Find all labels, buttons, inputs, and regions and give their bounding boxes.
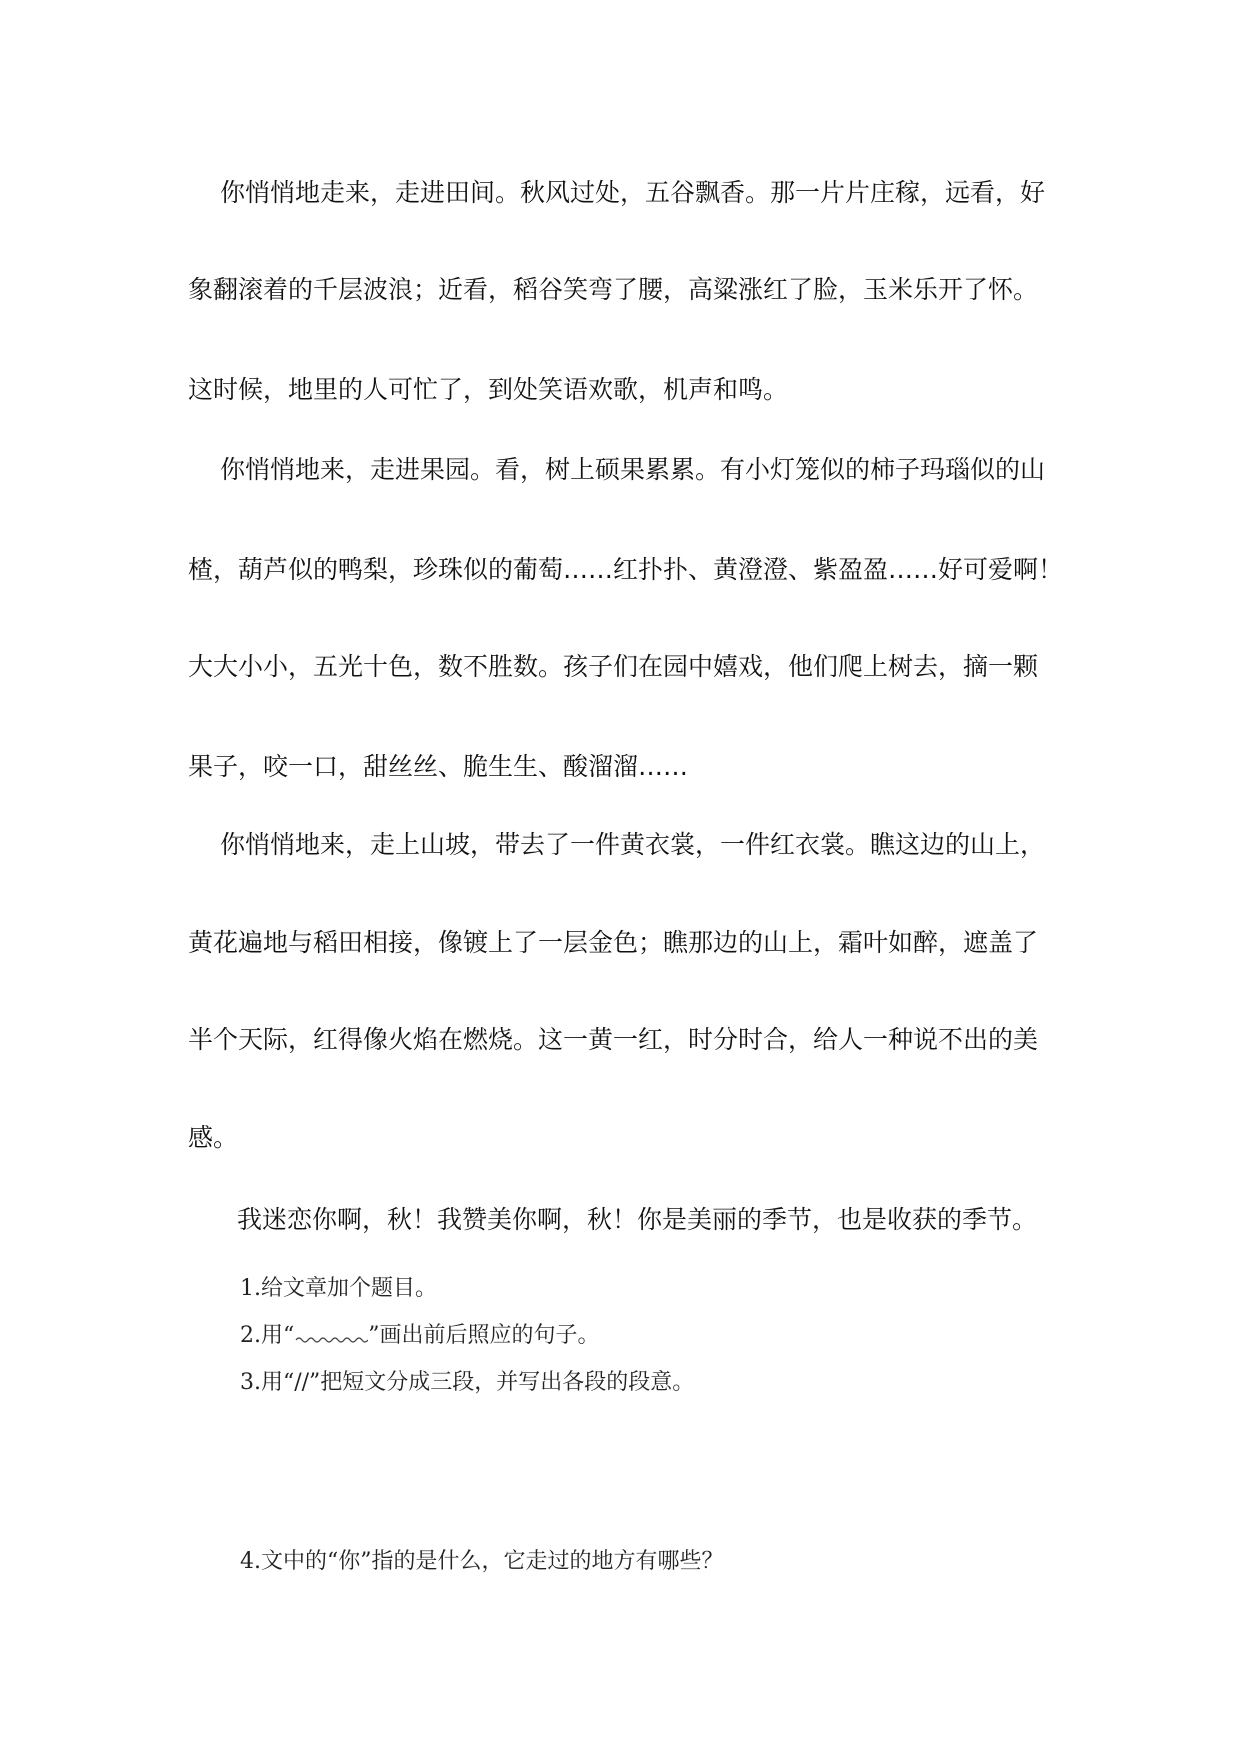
paragraph-3-line-1: 你悄悄地来，走上山坡，带去了一件黄衣裳，一件红衣裳。瞧这边的山上， xyxy=(220,830,1046,859)
paragraph-4: 我迷恋你啊，秋！我赞美你啊，秋！你是美丽的季节，也是收获的季节。 xyxy=(237,1205,1038,1234)
question-4: 4.文中的“你”指的是什么，它走过的地方有哪些？ xyxy=(240,1549,724,1574)
question-2 xyxy=(240,1322,600,1350)
question-2-prefix: 2.用“ xyxy=(240,1323,295,1348)
paragraph-3-line-3: 半个天际，红得像火焰在燃烧。这一黄一红，时分时合，给人一种说不出的美 xyxy=(188,1025,1039,1054)
question-2-suffix: ”画出前后照应的句子。 xyxy=(368,1323,600,1348)
paragraph-2-line-3: 大大小小，五光十色，数不胜数。孩子们在园中嬉戏，他们爬上树去，摘一颗 xyxy=(188,652,1039,681)
paragraph-1-line-3: 这时候，地里的人可忙了，到处笑语欢歌，机声和鸣。 xyxy=(188,375,789,404)
question-3: 3.用“//”把短文分成三段，并写出各段的段意。 xyxy=(240,1370,695,1395)
paragraph-2-line-2: 楂，葫芦似的鸭梨，珍珠似的葡萄……红扑扑、黄澄澄、紫盈盈……好可爱啊！ xyxy=(188,555,1064,584)
paragraph-3-line-2: 黄花遍地与稻田相接，像镀上了一层金色；瞧那边的山上，霜叶如醉，遮盖了 xyxy=(188,928,1039,957)
wavy-underline-icon xyxy=(294,1324,368,1344)
question-1: 1.给文章加个题目。 xyxy=(240,1276,437,1301)
paragraph-3-line-4: 感。 xyxy=(188,1123,239,1152)
paragraph-1-line-1: 你悄悄地走来，走进田间。秋风过处，五谷飘香。那一片片庄稼，远看，好 xyxy=(220,178,1046,207)
paragraph-2-line-1: 你悄悄地来，走进果园。看，树上硕果累累。有小灯笼似的柿子玛瑙似的山 xyxy=(220,455,1046,484)
paragraph-2-line-4: 果子，咬一口，甜丝丝、脆生生、酸溜溜…… xyxy=(188,752,689,781)
paragraph-1-line-2: 象翻滚着的千层波浪；近看，稻谷笑弯了腰，高粱涨红了脸，玉米乐开了怀。 xyxy=(188,275,1039,304)
